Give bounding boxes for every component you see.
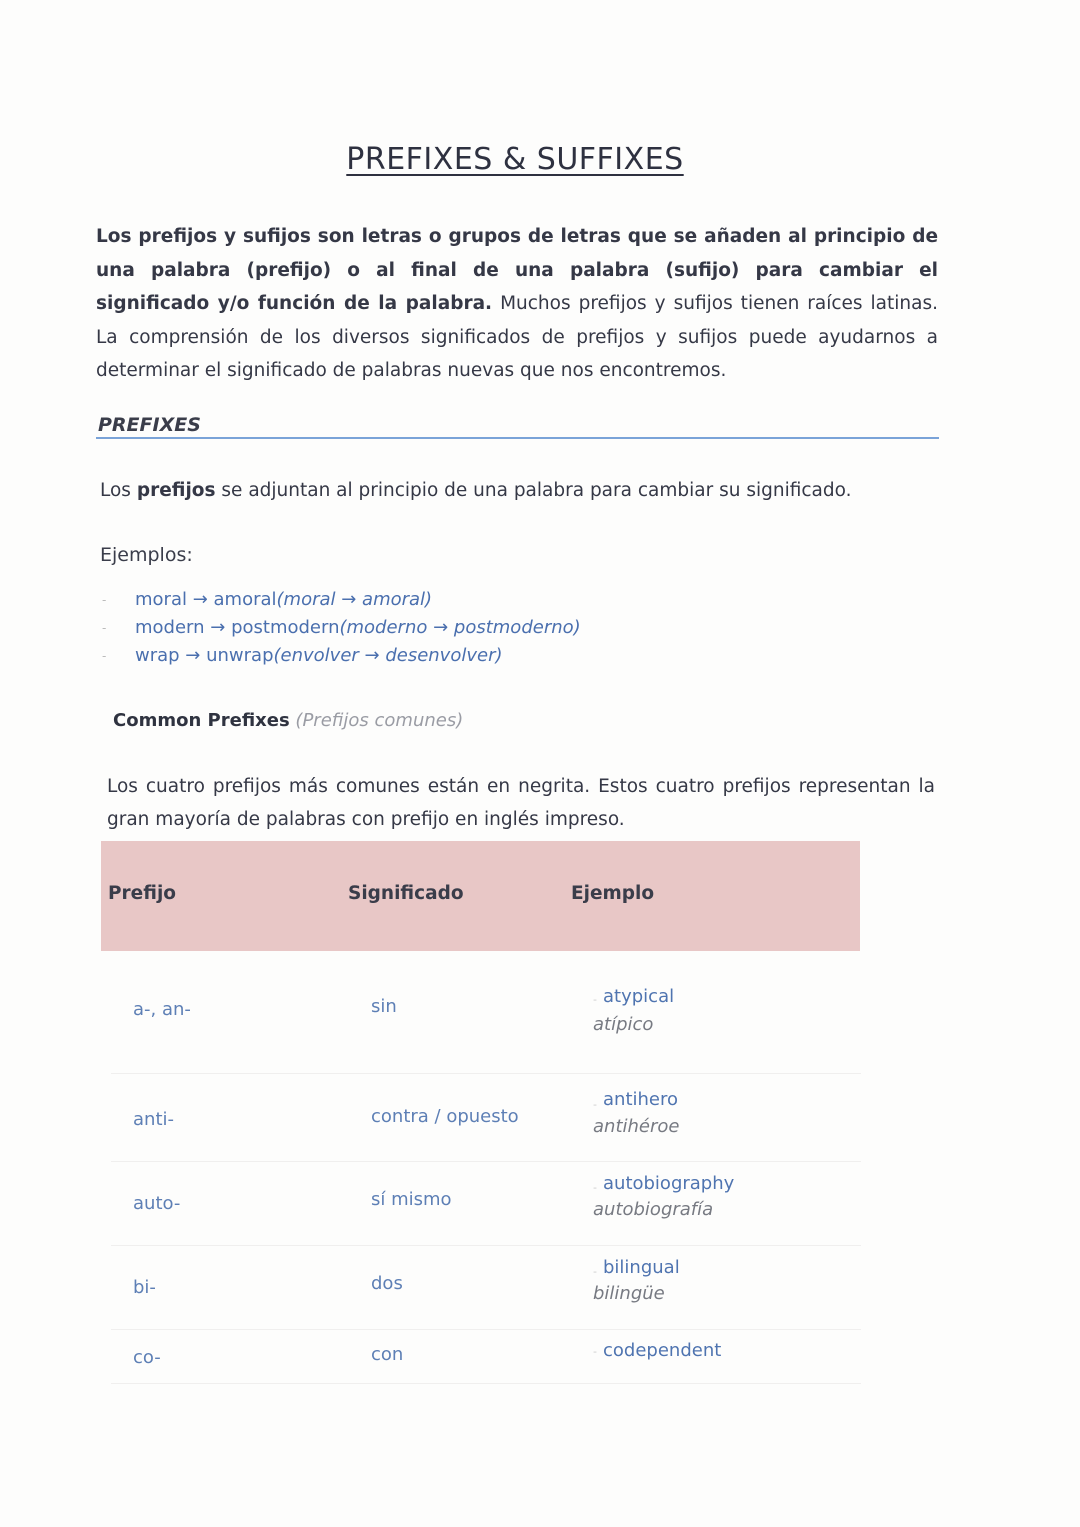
table-header <box>101 841 860 951</box>
list-item: - modern → postmodern(moderno → postmoderno) <box>100 614 581 642</box>
examples-list <box>100 586 581 670</box>
bullet-dash-icon: - <box>102 649 107 663</box>
prefixes-table: Prefijo Significado Ejemplo a-, an- sin - atypical atípico anti- contra / opuesto - antihero antihéroe auto- sí mismo - autobiography autobiografía bi- dos - bilingual bilingüe co- con - codependent <box>101 841 860 951</box>
header-example: Ejemplo <box>571 883 655 904</box>
header-prefix: Prefijo <box>108 883 176 904</box>
common-prefixes-note: Los cuatro prefijos más comunes están en negrita. Estos cuatro prefijos representan la gran mayoría de palabras con prefijo en inglés impreso. <box>107 776 935 830</box>
intro-rest-text: Muchos prefijos y sufijos tienen raíces latinas. La comprensión de los diversos significados de prefijos y sufijos puede ayudarnos a determinar el significado de palabras nuevas que nos encontremos. <box>96 293 938 381</box>
common-prefixes-heading: Common Prefixes (Prefijos comunes) <box>113 710 464 731</box>
bullet-dash-icon: - <box>102 593 107 607</box>
row-divider <box>111 1245 861 1246</box>
row-divider <box>111 1383 861 1384</box>
row-divider <box>111 1073 861 1074</box>
header-meaning: Significado <box>348 883 464 904</box>
examples-label: Ejemplos: <box>100 544 193 566</box>
intro-paragraph <box>96 220 938 388</box>
intro-bold-text: Los prefijos y sufijos son letras o grupos de letras que se añaden al principio de una palabra (prefijo) o al final de una palabra (sufijo) para cambiar el significado y/o función de la palabra. <box>96 226 938 314</box>
list-item: - wrap → unwrap(envolver → desenvolver) <box>100 642 581 670</box>
page-title: PREFIXES & SUFFIXES <box>346 142 684 177</box>
row-divider <box>111 1161 861 1162</box>
section-divider <box>96 437 939 439</box>
bullet-dash-icon: - <box>102 621 107 635</box>
prefix-definition: Los prefijos se adjuntan al principio de una palabra para cambiar su significado. <box>100 480 852 501</box>
prefix-term: prefijos <box>136 480 216 501</box>
list-item: - moral → amoral(moral → amoral) <box>100 586 581 614</box>
row-divider <box>111 1329 861 1330</box>
prefixes-section-heading: PREFIXES <box>98 414 201 436</box>
